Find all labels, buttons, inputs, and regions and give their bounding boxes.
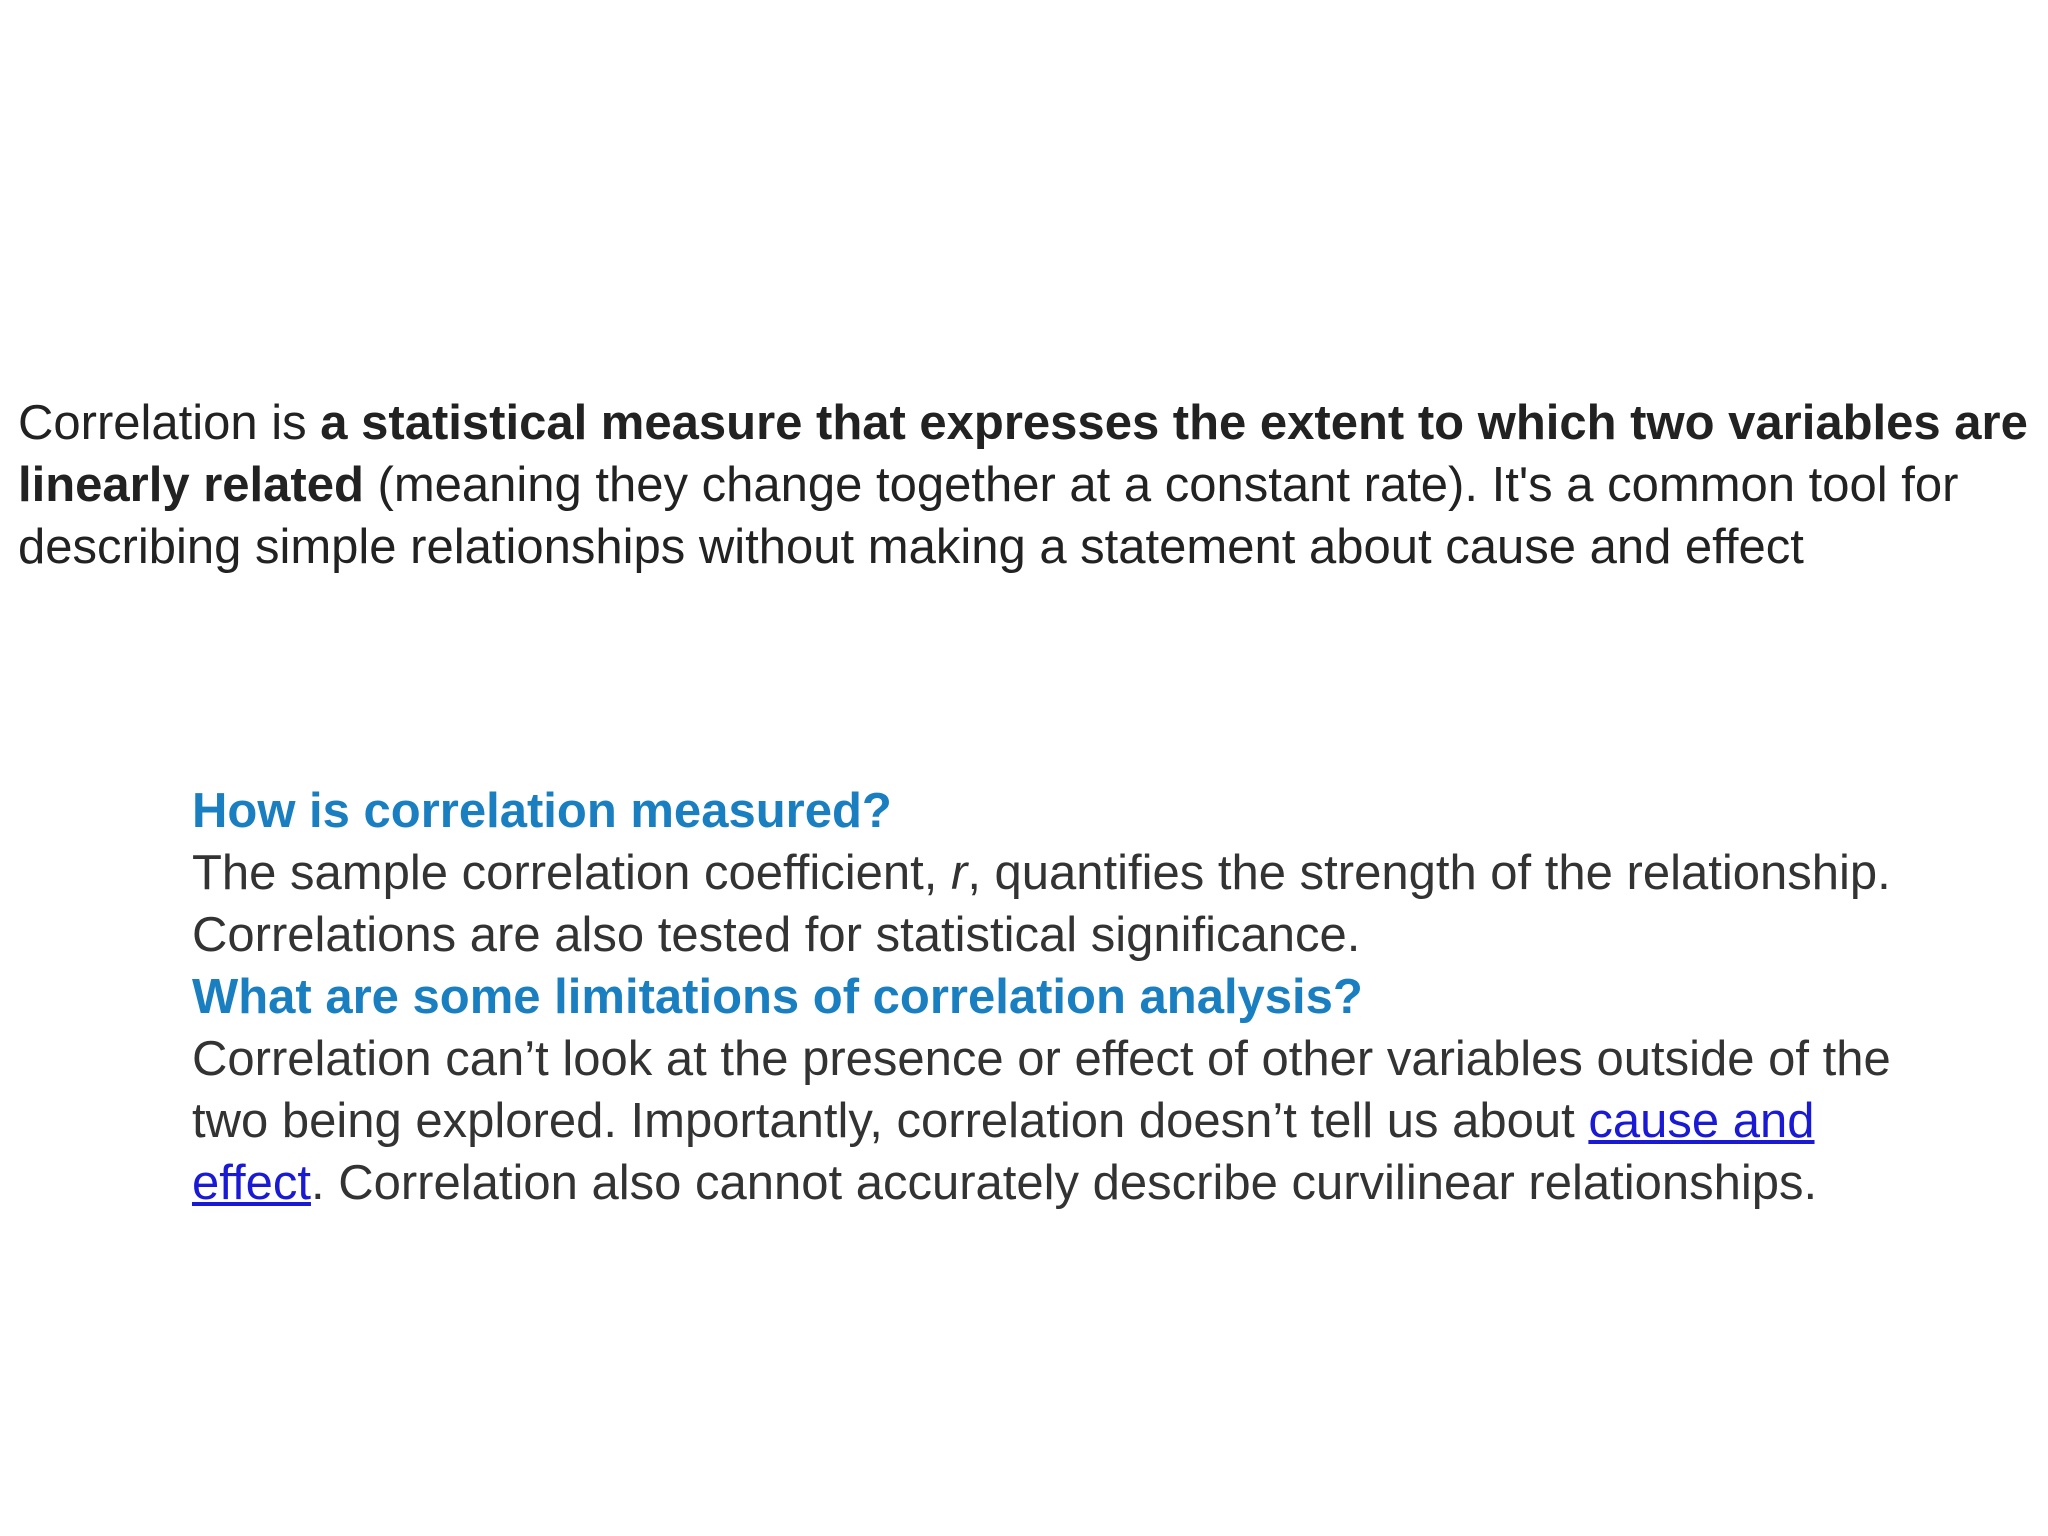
cause-and-effect-link[interactable]: cause and effect (192, 1094, 1815, 1210)
answer-text-start: Correlation can’t look at the presence or effect of other variables outside of the two being explored. Importantly, correlation doesn’t tell us about (192, 1032, 1891, 1148)
coefficient-symbol: r (950, 846, 968, 900)
faq-answer-limitations (192, 1028, 1932, 1214)
intro-paragraph (18, 392, 2043, 578)
intro-definition: a statistical measure that expresses the extent to which two variables are linearly related (18, 396, 2028, 512)
answer-text-end: , quantifies the strength of the relationship. Correlations are also tested for statistical significance. (192, 846, 1891, 962)
intro-prefix: Correlation is (18, 396, 321, 450)
intro-suffix: (meaning they change together at a constant rate). It's a common tool for describing simple relationships without making a statement about cause and effect (18, 458, 1959, 574)
answer-text-end: . Correlation also cannot accurately describe curvilinear relationships. (310, 1156, 1818, 1210)
faq-heading-limitations: What are some limitations of correlation analysis? (192, 970, 1363, 1024)
faq-answer-measurement (192, 842, 1932, 966)
faq-heading-measurement: How is correlation measured? (192, 784, 892, 838)
answer-text-start: The sample correlation coefficient, (192, 846, 951, 900)
faq-panel (192, 780, 1932, 1214)
